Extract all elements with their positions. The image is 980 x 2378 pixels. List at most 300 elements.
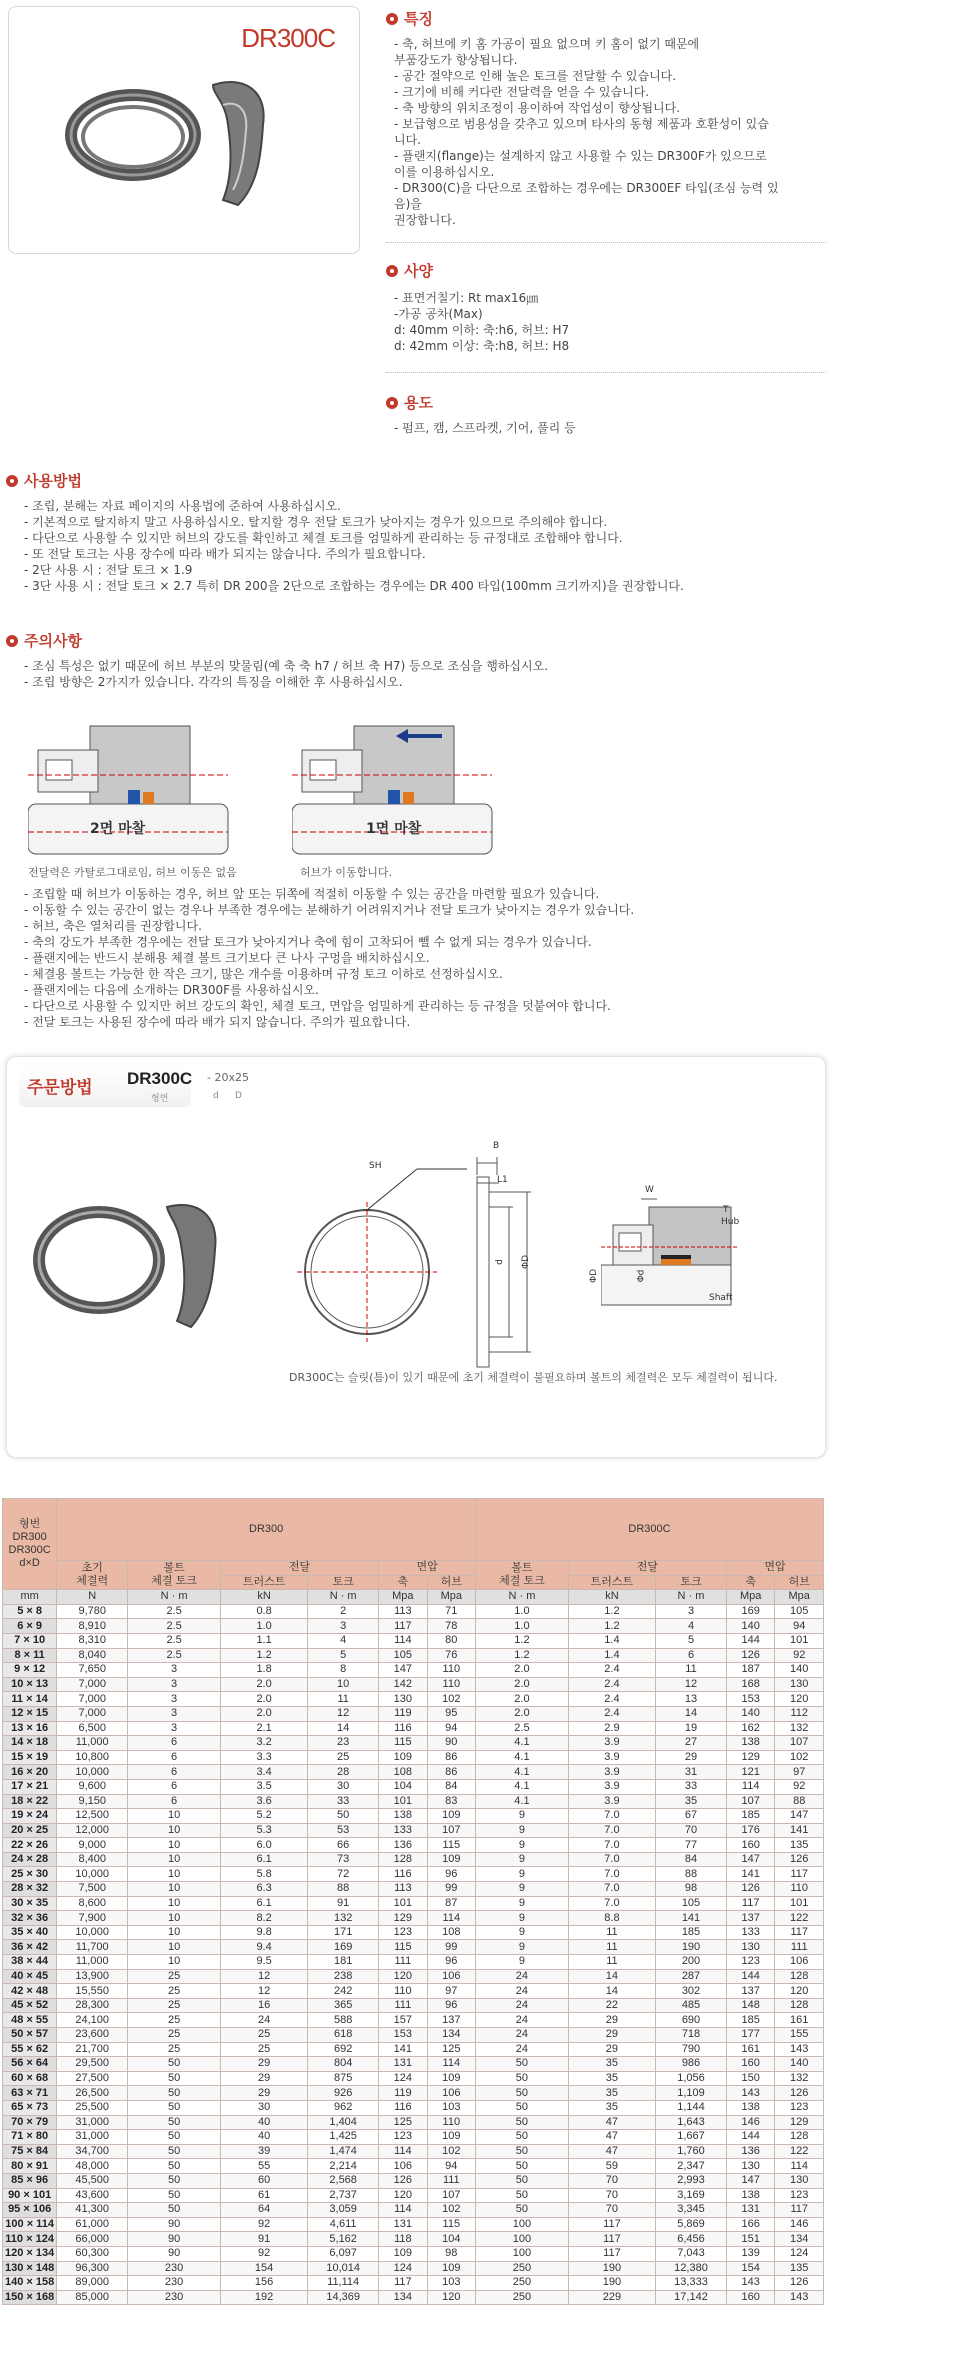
value-cell: 7,000 — [57, 1706, 128, 1721]
value-cell: 50 — [476, 2188, 569, 2203]
value-cell: 3 — [128, 1706, 221, 1721]
value-cell: 128 — [775, 1998, 824, 2013]
value-cell: 1,144 — [656, 2100, 727, 2115]
value-cell: 230 — [128, 2261, 221, 2276]
table-row — [3, 1984, 824, 1999]
table-row — [3, 2115, 824, 2130]
value-cell: 24 — [476, 2013, 569, 2028]
value-cell: 187 — [726, 1663, 774, 1678]
col-shaft-c: 축 — [726, 1575, 774, 1590]
value-cell: 128 — [775, 2130, 824, 2145]
value-cell: 71 — [427, 1604, 475, 1619]
value-cell: 3 — [128, 1692, 221, 1707]
value-cell: 154 — [726, 2261, 774, 2276]
table-row — [3, 2028, 824, 2043]
table-row — [3, 1940, 824, 1955]
size-cell: 150 × 168 — [3, 2290, 57, 2305]
value-cell: 7,043 — [656, 2246, 727, 2261]
table-row — [3, 2086, 824, 2101]
value-cell: 25,500 — [57, 2100, 128, 2115]
value-cell: 7,000 — [57, 1677, 128, 1692]
size-cell: 19 × 24 — [3, 1809, 57, 1824]
value-cell: 11 — [568, 1955, 655, 1970]
value-cell: 135 — [775, 1838, 824, 1853]
value-cell: 718 — [656, 2028, 727, 2043]
value-cell: 23 — [308, 1736, 379, 1751]
value-cell: 1,474 — [308, 2144, 379, 2159]
size-cell: 65 × 73 — [3, 2100, 57, 2115]
value-cell: 115 — [379, 1940, 427, 1955]
unit-cell: Mpa — [427, 1590, 475, 1605]
value-cell: 1.2 — [568, 1604, 655, 1619]
value-cell: 80 — [427, 1633, 475, 1648]
value-cell: 131 — [379, 2217, 427, 2232]
value-cell: 26,500 — [57, 2086, 128, 2101]
value-cell: 1.8 — [220, 1663, 307, 1678]
value-cell: 102 — [427, 2144, 475, 2159]
value-cell: 84 — [656, 1852, 727, 1867]
value-cell: 141 — [656, 1911, 727, 1926]
value-cell: 76 — [427, 1648, 475, 1663]
value-cell: 6,097 — [308, 2246, 379, 2261]
dim-D-label: ΦD — [521, 1254, 532, 1270]
value-cell: 242 — [308, 1984, 379, 1999]
value-cell: 78 — [427, 1619, 475, 1634]
size-cell: 80 × 91 — [3, 2159, 57, 2174]
size-cell: 40 × 45 — [3, 1969, 57, 1984]
value-cell: 141 — [379, 2042, 427, 2057]
value-cell: 4.1 — [476, 1794, 569, 1809]
value-cell: 4 — [308, 1633, 379, 1648]
value-cell: 50 — [128, 2086, 221, 2101]
value-cell: 89,000 — [57, 2276, 128, 2291]
col-shaft: 축 — [379, 1575, 427, 1590]
value-cell: 161 — [726, 2042, 774, 2057]
value-cell: 114 — [427, 1911, 475, 1926]
value-cell: 85,000 — [57, 2290, 128, 2305]
value-cell: 7.0 — [568, 1838, 655, 1853]
value-cell: 1,109 — [656, 2086, 727, 2101]
size-cell: 50 × 57 — [3, 2028, 57, 2043]
value-cell: 7.0 — [568, 1867, 655, 1882]
diagram1-label: 2면 마찰 — [90, 821, 146, 837]
value-cell: 126 — [726, 1648, 774, 1663]
value-cell: 6.1 — [220, 1852, 307, 1867]
size-cell: 140 × 158 — [3, 2276, 57, 2291]
value-cell: 190 — [656, 1940, 727, 1955]
uses-section — [386, 392, 433, 413]
col-thrust: 트러스트 — [220, 1575, 307, 1590]
value-cell: 250 — [476, 2261, 569, 2276]
value-cell: 101 — [775, 1896, 824, 1911]
order-model: DR300C — [127, 1069, 193, 1088]
table-row — [3, 1955, 824, 1970]
value-cell: 6 — [128, 1765, 221, 1780]
value-cell: 2.0 — [476, 1677, 569, 1692]
value-cell: 117 — [726, 1896, 774, 1911]
value-cell: 153 — [379, 2028, 427, 2043]
value-cell: 50 — [476, 2203, 569, 2218]
value-cell: 238 — [308, 1969, 379, 1984]
value-cell: 10 — [128, 1823, 221, 1838]
size-cell: 70 × 79 — [3, 2115, 57, 2130]
value-cell: 131 — [726, 2203, 774, 2218]
value-cell: 5 — [656, 1633, 727, 1648]
value-cell: 50 — [128, 2159, 221, 2174]
value-cell: 83 — [427, 1794, 475, 1809]
value-cell: 109 — [427, 2071, 475, 2086]
value-cell: 157 — [379, 2013, 427, 2028]
value-cell: 140 — [726, 1619, 774, 1634]
value-cell: 690 — [656, 2013, 727, 2028]
bullet-icon — [386, 265, 398, 277]
value-cell: 2.0 — [476, 1663, 569, 1678]
value-cell: 126 — [775, 1852, 824, 1867]
value-cell: 13,333 — [656, 2276, 727, 2291]
value-cell: 92 — [775, 1648, 824, 1663]
group-dr300c: DR300C — [476, 1499, 824, 1561]
value-cell: 97 — [427, 1984, 475, 1999]
table-row — [3, 2100, 824, 2115]
value-cell: 73 — [308, 1852, 379, 1867]
table-row — [3, 1809, 824, 1824]
value-cell: 5 — [308, 1648, 379, 1663]
value-cell: 47 — [568, 2115, 655, 2130]
value-cell: 29 — [568, 2042, 655, 2057]
size-cell: 13 × 16 — [3, 1721, 57, 1736]
value-cell: 108 — [427, 1925, 475, 1940]
value-cell: 11,114 — [308, 2276, 379, 2291]
value-cell: 84 — [427, 1779, 475, 1794]
value-cell: 40 — [220, 2130, 307, 2145]
value-cell: 3.6 — [220, 1794, 307, 1809]
value-cell: 94 — [427, 1721, 475, 1736]
value-cell: 2.5 — [476, 1721, 569, 1736]
table-row — [3, 1882, 824, 1897]
value-cell: 10,000 — [57, 1765, 128, 1780]
value-cell: 1,425 — [308, 2130, 379, 2145]
product-ring-image — [63, 65, 303, 215]
value-cell: 107 — [726, 1794, 774, 1809]
value-cell: 35 — [568, 2086, 655, 2101]
value-cell: 9 — [476, 1809, 569, 1824]
table-row — [3, 1794, 824, 1809]
value-cell: 6.1 — [220, 1896, 307, 1911]
value-cell: 4.1 — [476, 1736, 569, 1751]
value-cell: 104 — [379, 1779, 427, 1794]
value-cell: 7.0 — [568, 1896, 655, 1911]
value-cell: 9,150 — [57, 1794, 128, 1809]
size-cell: 71 × 80 — [3, 2130, 57, 2145]
value-cell: 10,014 — [308, 2261, 379, 2276]
size-cell: 22 × 26 — [3, 1838, 57, 1853]
value-cell: 168 — [726, 1677, 774, 1692]
size-cell: 100 × 114 — [3, 2217, 57, 2232]
size-cell: 35 × 40 — [3, 1925, 57, 1940]
value-cell: 9 — [476, 1882, 569, 1897]
value-cell: 138 — [726, 1736, 774, 1751]
value-cell: 29 — [220, 2057, 307, 2072]
specs-section — [386, 260, 433, 281]
value-cell: 4,611 — [308, 2217, 379, 2232]
value-cell: 119 — [379, 1706, 427, 1721]
value-cell: 117 — [568, 2232, 655, 2247]
value-cell: 92 — [775, 1779, 824, 1794]
value-cell: 22 — [568, 1998, 655, 2013]
value-cell: 12,380 — [656, 2261, 727, 2276]
table-row — [3, 2261, 824, 2276]
dim-t-label: T — [723, 1205, 729, 1215]
value-cell: 10 — [128, 1852, 221, 1867]
value-cell: 117 — [775, 1925, 824, 1940]
value-cell: 125 — [379, 2115, 427, 2130]
value-cell: 10 — [128, 1867, 221, 1882]
table-row — [3, 1692, 824, 1707]
value-cell: 10 — [128, 1955, 221, 1970]
value-cell: 1.1 — [220, 1633, 307, 1648]
value-cell: 105 — [775, 1604, 824, 1619]
value-cell: 103 — [427, 2276, 475, 2291]
value-cell: 176 — [726, 1823, 774, 1838]
diagram2-label: 1면 마찰 — [366, 821, 422, 837]
size-cell: 75 × 84 — [3, 2144, 57, 2159]
value-cell: 7,650 — [57, 1663, 128, 1678]
value-cell: 59 — [568, 2159, 655, 2174]
table-row — [3, 2042, 824, 2057]
value-cell: 692 — [308, 2042, 379, 2057]
value-cell: 7,500 — [57, 1882, 128, 1897]
value-cell: 109 — [427, 1809, 475, 1824]
caution-text: - 조심 특성은 없기 때문에 허브 부분의 맞물림(예 축 축 h7 / 허브 축 H7) 등으로 조심을 행하십시오. - 조립 방향은 2가지가 있습니다. 각각의 특징을 이해한 후 사용하십시오. — [24, 659, 549, 689]
size-cell: 11 × 14 — [3, 1692, 57, 1707]
value-cell: 50 — [128, 2188, 221, 2203]
size-cell: 130 × 148 — [3, 2261, 57, 2276]
value-cell: 43,600 — [57, 2188, 128, 2203]
table-row — [3, 1721, 824, 1736]
value-cell: 117 — [379, 2276, 427, 2291]
value-cell: 12,000 — [57, 1823, 128, 1838]
value-cell: 25 — [128, 1998, 221, 2013]
value-cell: 171 — [308, 1925, 379, 1940]
value-cell: 106 — [427, 1969, 475, 1984]
dim-phiD-label: ΦD — [589, 1268, 600, 1284]
value-cell: 25 — [128, 2028, 221, 2043]
value-cell: 88 — [308, 1882, 379, 1897]
value-cell: 23,600 — [57, 2028, 128, 2043]
value-cell: 122 — [775, 1911, 824, 1926]
value-cell: 4.1 — [476, 1765, 569, 1780]
value-cell: 126 — [726, 1882, 774, 1897]
value-cell: 120 — [379, 1969, 427, 1984]
col-hub: 허브 — [427, 1575, 475, 1590]
value-cell: 50 — [476, 2130, 569, 2145]
value-cell: 77 — [656, 1838, 727, 1853]
value-cell: 94 — [775, 1619, 824, 1634]
size-cell: 9 × 12 — [3, 1663, 57, 1678]
value-cell: 123 — [775, 2100, 824, 2115]
size-cell: 60 × 68 — [3, 2071, 57, 2086]
diagram2-caption: 허브가 이동합니다. — [300, 866, 393, 879]
table-row — [3, 1998, 824, 2013]
value-cell: 122 — [775, 2144, 824, 2159]
divider — [386, 372, 826, 373]
size-cell: 45 × 52 — [3, 1998, 57, 2013]
value-cell: 98 — [656, 1882, 727, 1897]
value-cell: 101 — [379, 1896, 427, 1911]
value-cell: 1.4 — [568, 1648, 655, 1663]
value-cell: 4 — [656, 1619, 727, 1634]
value-cell: 106 — [427, 2086, 475, 2101]
size-cell: 6 × 9 — [3, 1619, 57, 1634]
value-cell: 50 — [476, 2159, 569, 2174]
value-cell: 40 — [220, 2115, 307, 2130]
value-cell: 230 — [128, 2290, 221, 2305]
value-cell: 109 — [379, 1750, 427, 1765]
value-cell: 123 — [379, 2130, 427, 2145]
value-cell: 160 — [726, 1838, 774, 1853]
value-cell: 7.0 — [568, 1823, 655, 1838]
value-cell: 10 — [128, 1896, 221, 1911]
size-cell: 55 × 62 — [3, 2042, 57, 2057]
value-cell: 134 — [427, 2028, 475, 2043]
value-cell: 33 — [656, 1779, 727, 1794]
value-cell: 97 — [775, 1765, 824, 1780]
value-cell: 133 — [379, 1823, 427, 1838]
size-cell: 90 × 101 — [3, 2188, 57, 2203]
value-cell: 27,500 — [57, 2071, 128, 2086]
value-cell: 1.2 — [220, 1648, 307, 1663]
value-cell: 11 — [568, 1925, 655, 1940]
value-cell: 112 — [775, 1706, 824, 1721]
value-cell: 124 — [379, 2261, 427, 2276]
value-cell: 9.4 — [220, 1940, 307, 1955]
value-cell: 11 — [308, 1692, 379, 1707]
size-cell: 32 × 36 — [3, 1911, 57, 1926]
value-cell: 3.5 — [220, 1779, 307, 1794]
table-row — [3, 2276, 824, 2291]
value-cell: 110 — [775, 1882, 824, 1897]
value-cell: 98 — [427, 2246, 475, 2261]
value-cell: 2.5 — [128, 1619, 221, 1634]
value-cell: 50 — [476, 2100, 569, 2115]
table-row — [3, 2290, 824, 2305]
value-cell: 2.4 — [568, 1677, 655, 1692]
value-cell: 96 — [427, 1998, 475, 2013]
order-sub-d: d — [213, 1091, 219, 1101]
value-cell: 11 — [656, 1663, 727, 1678]
value-cell: 146 — [726, 2115, 774, 2130]
value-cell: 3.9 — [568, 1736, 655, 1751]
value-cell: 48,000 — [57, 2159, 128, 2174]
dim-l1-label: L1 — [497, 1175, 508, 1185]
value-cell: 3.9 — [568, 1779, 655, 1794]
value-cell: 2.0 — [220, 1677, 307, 1692]
value-cell: 115 — [427, 1838, 475, 1853]
value-cell: 6 — [128, 1750, 221, 1765]
value-cell: 8,910 — [57, 1619, 128, 1634]
value-cell: 114 — [775, 2159, 824, 2174]
value-cell: 12 — [656, 1677, 727, 1692]
table-row — [3, 2246, 824, 2261]
value-cell: 6,500 — [57, 1721, 128, 1736]
value-cell: 8.8 — [568, 1911, 655, 1926]
ring-dimension-drawing — [287, 1147, 647, 1377]
size-cell: 12 × 15 — [3, 1706, 57, 1721]
unit-cell: Mpa — [775, 1590, 824, 1605]
value-cell: 100 — [476, 2232, 569, 2247]
value-cell: 50 — [128, 2100, 221, 2115]
value-cell: 39 — [220, 2144, 307, 2159]
value-cell: 2.0 — [476, 1692, 569, 1707]
table-row — [3, 1838, 824, 1853]
value-cell: 2,993 — [656, 2173, 727, 2188]
value-cell: 162 — [726, 1721, 774, 1736]
value-cell: 7,000 — [57, 1692, 128, 1707]
value-cell: 132 — [775, 2071, 824, 2086]
value-cell: 25 — [308, 1750, 379, 1765]
value-cell: 66,000 — [57, 2232, 128, 2247]
value-cell: 113 — [379, 1604, 427, 1619]
value-cell: 12 — [220, 1969, 307, 1984]
value-cell: 24 — [476, 2042, 569, 2057]
value-cell: 10 — [128, 1838, 221, 1853]
value-cell: 1.0 — [476, 1604, 569, 1619]
value-cell: 100 — [476, 2246, 569, 2261]
size-cell: 48 × 55 — [3, 2013, 57, 2028]
value-cell: 34,700 — [57, 2144, 128, 2159]
dim-d-label: d — [494, 1259, 505, 1265]
value-cell: 146 — [775, 2217, 824, 2232]
order-note: DR300C는 슬릿(틈)이 있기 때문에 초기 체결력이 불필요하며 볼트의 체결력은 모두 체결력이 됩니다. — [289, 1371, 778, 1384]
value-cell: 31,000 — [57, 2130, 128, 2145]
value-cell: 64 — [220, 2203, 307, 2218]
value-cell: 120 — [427, 2290, 475, 2305]
value-cell: 29 — [220, 2071, 307, 2086]
value-cell: 1.2 — [476, 1648, 569, 1663]
value-cell: 11,000 — [57, 1736, 128, 1751]
value-cell: 130 — [775, 1677, 824, 1692]
value-cell: 12 — [220, 1984, 307, 1999]
value-cell: 126 — [379, 2173, 427, 2188]
spec-table — [2, 1498, 824, 2305]
dim-slit-label: SH — [369, 1161, 382, 1171]
value-cell: 169 — [308, 1940, 379, 1955]
value-cell: 9 — [476, 1867, 569, 1882]
value-cell: 19 — [656, 1721, 727, 1736]
value-cell: 9.8 — [220, 1925, 307, 1940]
order-heading: 주문방법 — [27, 1078, 93, 1098]
value-cell: 111 — [379, 1998, 427, 2013]
unit-cell: N — [57, 1590, 128, 1605]
table-row — [3, 1823, 824, 1838]
value-cell: 156 — [220, 2276, 307, 2291]
value-cell: 6 — [128, 1794, 221, 1809]
value-cell: 132 — [308, 1911, 379, 1926]
value-cell: 160 — [726, 2057, 774, 2072]
value-cell: 96 — [427, 1867, 475, 1882]
value-cell: 9 — [476, 1838, 569, 1853]
value-cell: 130 — [726, 1940, 774, 1955]
table-row — [3, 1619, 824, 1634]
value-cell: 24,100 — [57, 2013, 128, 2028]
value-cell: 47 — [568, 2130, 655, 2145]
uses-heading: 용도 — [404, 394, 433, 412]
value-cell: 141 — [775, 1823, 824, 1838]
value-cell: 0.8 — [220, 1604, 307, 1619]
value-cell: 130 — [379, 1692, 427, 1707]
value-cell: 2 — [308, 1604, 379, 1619]
value-cell: 86 — [427, 1750, 475, 1765]
